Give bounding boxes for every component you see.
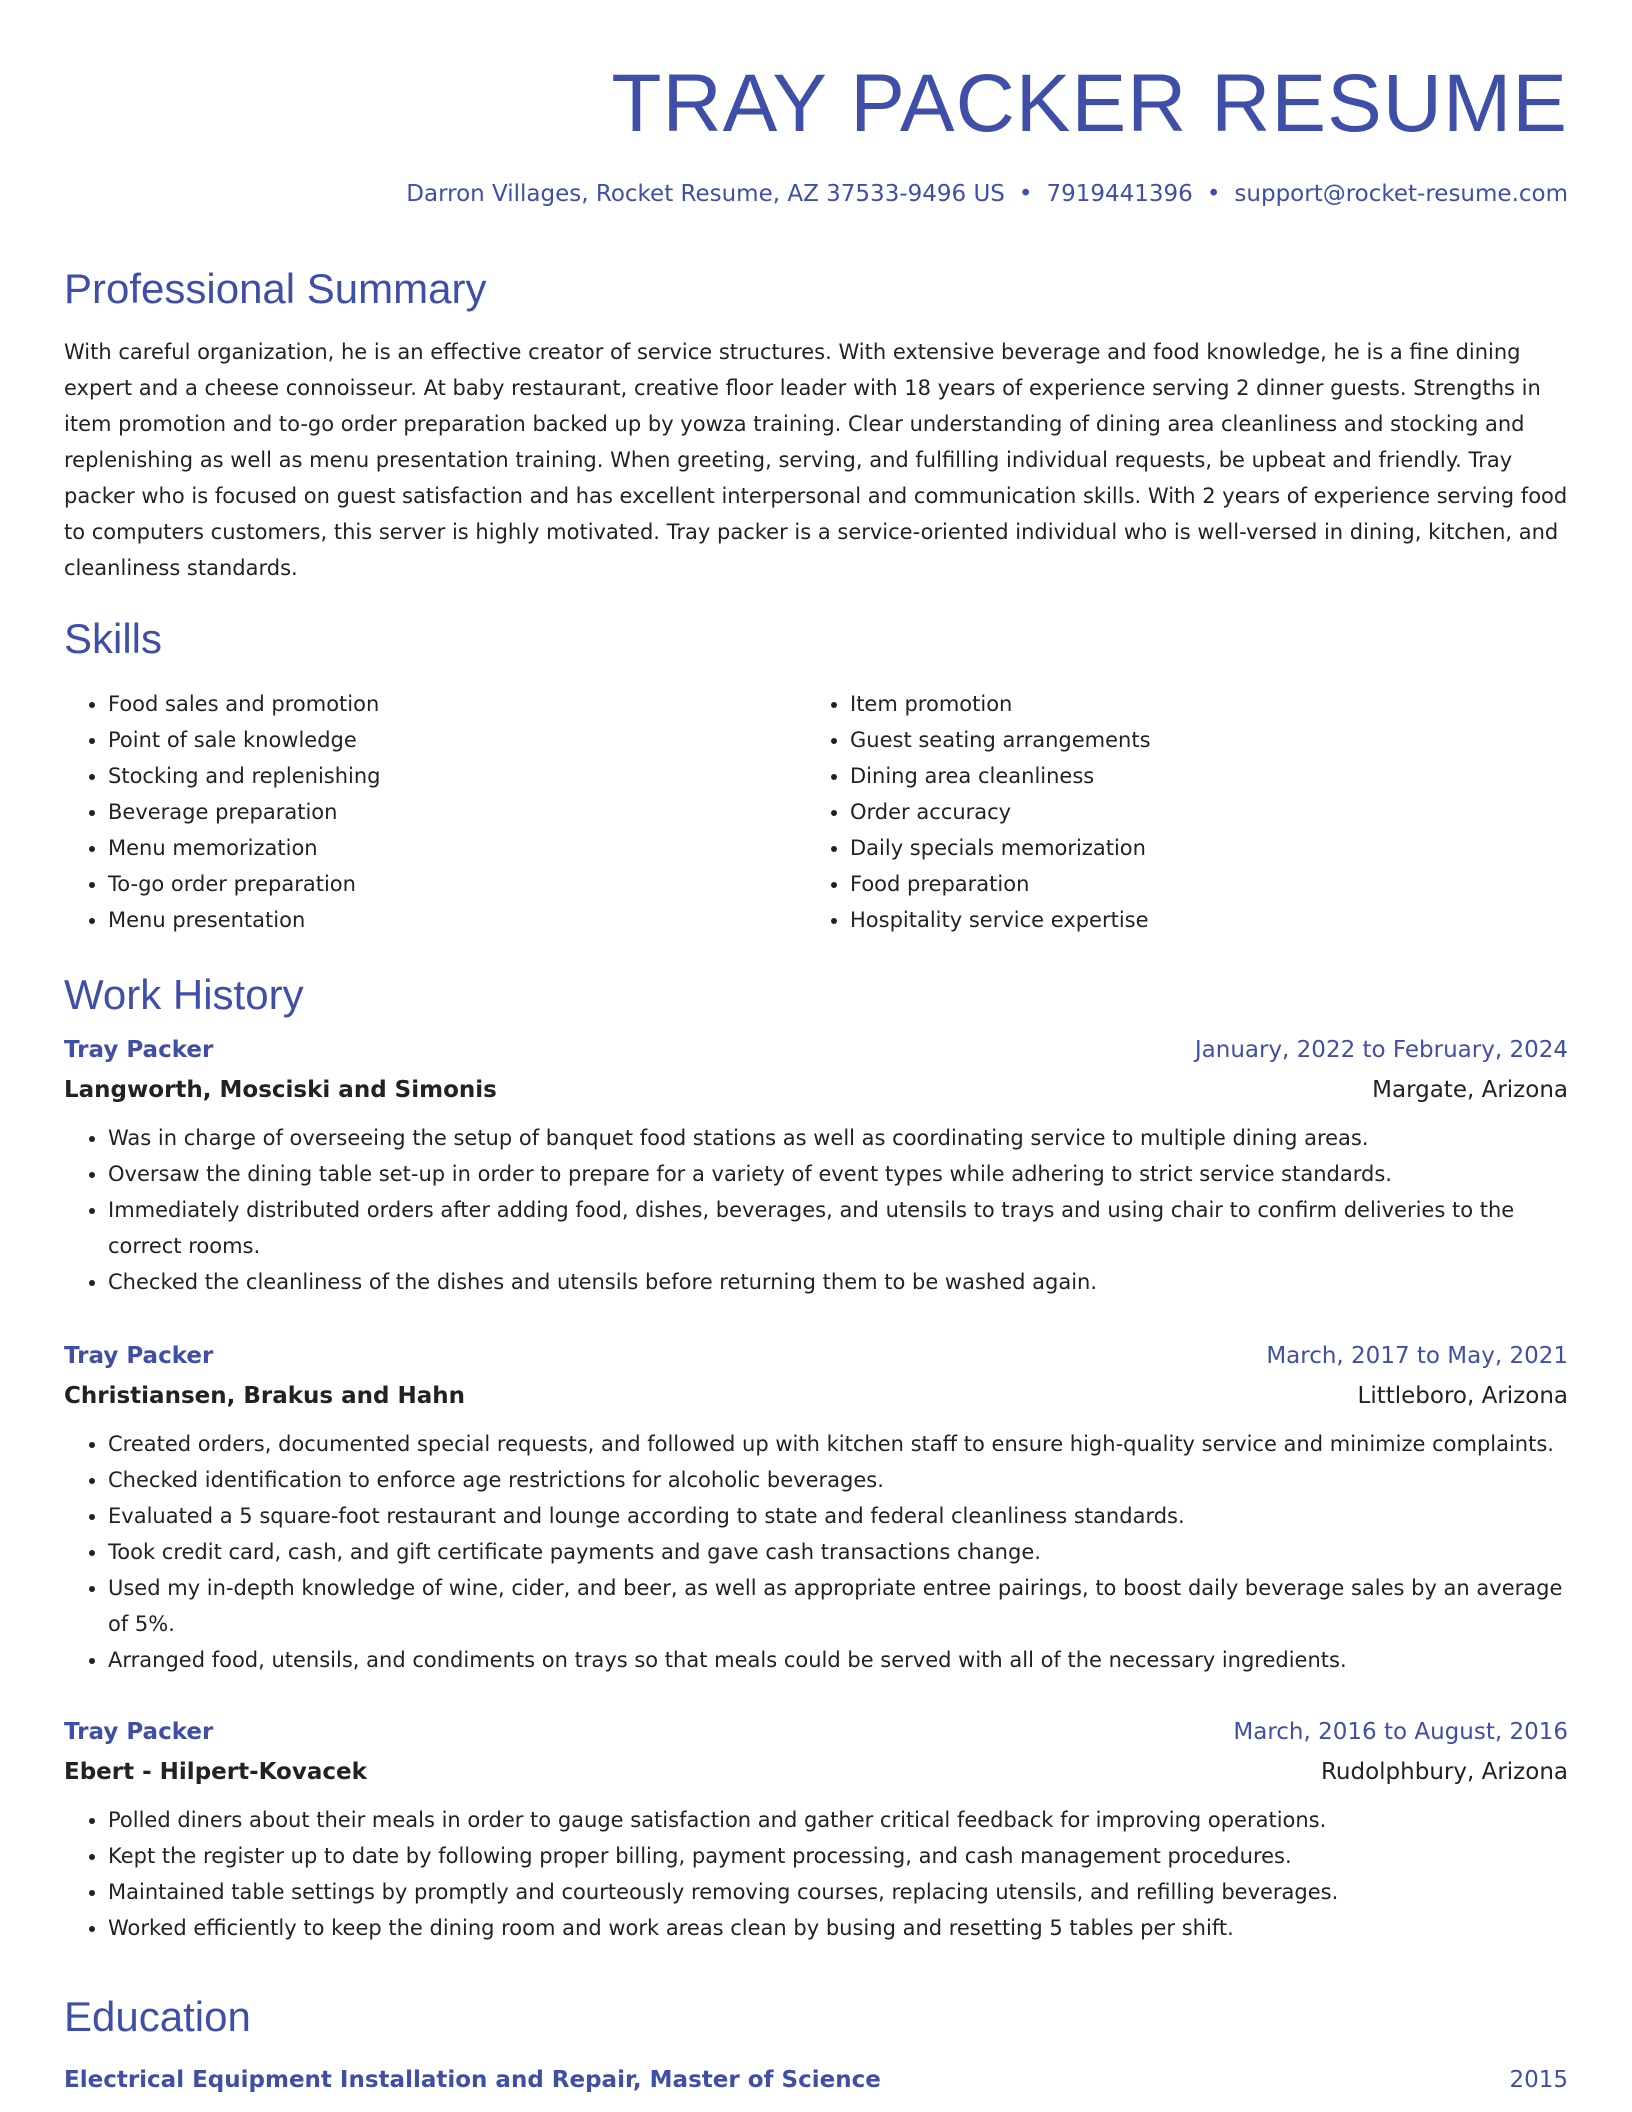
- job-title: Tray Packer: [64, 1343, 214, 1369]
- job-bullet: • Used my in-depth knowledge of wine, cider, and beer, as well as appropriate entree pairings, to boost daily beverage sales by an average of 5%.: [108, 1570, 1568, 1642]
- job-dates: January, 2022 to February, 2024: [1194, 1037, 1568, 1063]
- education-year: 2015: [1509, 2067, 1568, 2093]
- job-bullet: • Worked efficiently to keep the dining room and work areas clean by busing and resetting 5 tables per shift.: [108, 1910, 1568, 1946]
- contact-separator: •: [1018, 181, 1033, 207]
- contact-separator: •: [1206, 181, 1221, 207]
- job-title-row: [64, 1336, 1568, 1376]
- resume-page: [64, 0, 1568, 2093]
- skill-item: • Dining area cleanliness: [850, 758, 1548, 794]
- job-title: Tray Packer: [64, 1037, 214, 1063]
- skill-item: • Point of sale knowledge: [108, 722, 806, 758]
- job-entry: [64, 1336, 1568, 1678]
- job-bullet: • Took credit card, cash, and gift certificate payments and gave cash transactions change.: [108, 1534, 1568, 1570]
- job-dates: March, 2017 to May, 2021: [1266, 1343, 1568, 1369]
- education-degree: Electrical Equipment Installation and Repair, Master of Science: [64, 2067, 881, 2093]
- job-entry: [64, 1712, 1568, 1946]
- resume-name: TRAY PACKER RESUME: [611, 58, 1568, 149]
- resume-header: [64, 54, 1568, 207]
- skill-item: • Stocking and replenishing: [108, 758, 806, 794]
- job-bullet: • Oversaw the dining table set-up in order to prepare for a variety of event types while adhering to strict service standards.: [108, 1156, 1568, 1192]
- contact-address: Darron Villages, Rocket Resume, AZ 37533-9496 US: [406, 181, 1005, 207]
- job-company-row: [64, 1752, 1568, 1792]
- job-bullet: • Kept the register up to date by following proper billing, payment processing, and cash management procedures.: [108, 1838, 1568, 1874]
- job-location: Littleboro, Arizona: [1357, 1383, 1568, 1409]
- job-bullet: • Evaluated a 5 square-foot restaurant and lounge according to state and federal cleanliness standards.: [108, 1498, 1568, 1534]
- summary-text: With careful organization, he is an effective creator of service structures. With extensive beverage and food knowledge, he is a fine dining expert and a cheese connoisseur. At baby restaurant, creative floor leader with 18 years of experience serving 2 dinner guests. Strengths in item promotion and to-go order preparation backed up by yowza training. Clear understanding of dining area cleanliness and stocking and replenishing as well as menu presentation training. When greeting, serving, and fulfilling individual requests, be upbeat and friendly. Tray packer who is focused on guest satisfaction and has excellent interpersonal and communication skills. With 2 years of experience serving food to computers customers, this server is highly motivated. Tray packer is a service-oriented individual who is well-versed in dining, kitchen, and cleanliness standards.: [64, 340, 1568, 580]
- job-company: Ebert - Hilpert-Kovacek: [64, 1759, 367, 1785]
- work-history-heading: Work History: [64, 971, 304, 1018]
- skill-item: • Order accuracy: [850, 794, 1548, 830]
- job-bullet: • Polled diners about their meals in order to gauge satisfaction and gather critical feedback for improving operations.: [108, 1802, 1568, 1838]
- job-dates: March, 2016 to August, 2016: [1233, 1719, 1568, 1745]
- skills-heading: Skills: [64, 615, 163, 662]
- skill-item: • Menu presentation: [108, 902, 806, 938]
- job-bullets: [64, 1426, 1568, 1678]
- job-bullet: • Checked identification to enforce age restrictions for alcoholic beverages.: [108, 1462, 1568, 1498]
- skill-item: • Food sales and promotion: [108, 686, 806, 722]
- skill-item: • Food preparation: [850, 866, 1548, 902]
- contact-email: support@rocket-resume.com: [1234, 181, 1568, 207]
- job-location: Rudolphbury, Arizona: [1320, 1759, 1568, 1785]
- job-bullet: • Maintained table settings by promptly and courteously removing courses, replacing utensils, and refilling beverages.: [108, 1874, 1568, 1910]
- skill-item: • Item promotion: [850, 686, 1548, 722]
- skill-item: • Hospitality service expertise: [850, 902, 1548, 938]
- contact-line: [406, 178, 1568, 210]
- job-company: Langworth, Mosciski and Simonis: [64, 1077, 497, 1103]
- job-bullets: [64, 1120, 1568, 1300]
- job-bullet: • Created orders, documented special requests, and followed up with kitchen staff to ensure high-quality service and minimize complaints.: [108, 1426, 1568, 1462]
- job-bullets: [64, 1802, 1568, 1946]
- job-bullet: • Checked the cleanliness of the dishes and utensils before returning them to be washed again.: [108, 1264, 1568, 1300]
- job-title: Tray Packer: [64, 1719, 214, 1745]
- skill-item: • Daily specials memorization: [850, 830, 1548, 866]
- skills-columns: [64, 686, 1568, 938]
- job-title-row: [64, 1712, 1568, 1752]
- job-company-row: [64, 1376, 1568, 1416]
- job-bullet: • Was in charge of overseeing the setup of banquet food stations as well as coordinating service to multiple dining areas.: [108, 1120, 1568, 1156]
- summary-heading: Professional Summary: [64, 265, 487, 312]
- skills-list-right: [806, 686, 1548, 938]
- job-bullet: • Arranged food, utensils, and condiments on trays so that meals could be served with all of the necessary ingredients.: [108, 1642, 1568, 1678]
- skill-item: • To-go order preparation: [108, 866, 806, 902]
- skills-list-left: [64, 686, 806, 938]
- education-heading: Education: [64, 1993, 251, 2040]
- skill-item: • Beverage preparation: [108, 794, 806, 830]
- education-entry: [64, 2062, 1568, 2098]
- job-entry: [64, 1030, 1568, 1300]
- job-bullet: • Immediately distributed orders after adding food, dishes, beverages, and utensils to trays and using chair to confirm deliveries to the correct rooms.: [108, 1192, 1568, 1264]
- skill-item: • Guest seating arrangements: [850, 722, 1548, 758]
- job-company-row: [64, 1070, 1568, 1110]
- job-location: Margate, Arizona: [1372, 1077, 1568, 1103]
- skill-item: • Menu memorization: [108, 830, 806, 866]
- contact-phone: 7919441396: [1046, 181, 1193, 207]
- job-title-row: [64, 1030, 1568, 1070]
- job-company: Christiansen, Brakus and Hahn: [64, 1383, 465, 1409]
